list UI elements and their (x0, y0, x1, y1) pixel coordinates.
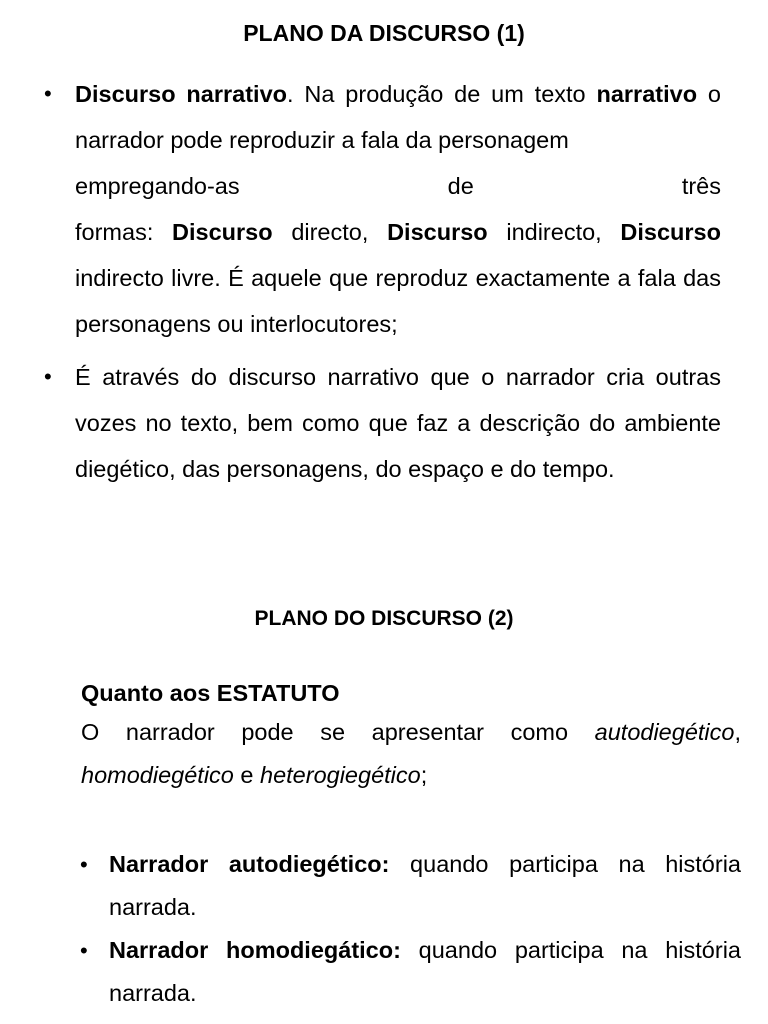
bullet-narrador-homodiegatico (109, 929, 741, 1015)
text-run: , (734, 719, 741, 745)
bullet-icon: • (44, 81, 52, 106)
italic-term: heterogiegético (260, 762, 421, 788)
bold-term: Discurso (387, 219, 488, 245)
bullet-discurso-narrativo (75, 71, 721, 347)
bold-term: Narrador autodiegético: (109, 851, 390, 877)
italic-term: homodiegético (81, 762, 234, 788)
text-run: o narrador pode reproduzir a fala da personagem (75, 81, 721, 153)
bold-term: Discurso (172, 219, 273, 245)
text-run: formas: (75, 219, 173, 245)
text-run: quando participa na história narrada. (109, 851, 741, 920)
text-run: e (233, 762, 260, 788)
bold-term: Narrador homodiegático: (109, 937, 401, 963)
text-run: O narrador pode se apresentar como (81, 719, 595, 745)
estatuto-heading: Quanto aos ESTATUTO (81, 680, 340, 706)
estatuto-block (81, 675, 741, 797)
bullet-icon: • (80, 938, 88, 963)
section2-title: PLANO DO DISCURSO (2) (254, 607, 514, 630)
text-run: . Na produção de um texto (287, 81, 597, 107)
text-run: ; (420, 762, 428, 788)
text-run: indirecto, (487, 219, 621, 245)
bullet-outras-vozes: É através do discurso narrativo que o narrador cria outras vozes no texto, bem como que faz a descrição do ambiente diegético, das personagens, do espaço e do tempo. (75, 364, 721, 482)
text-run: indirecto livre. É aquele que reproduz exactamente a fala das personagens ou interlocutores; (75, 265, 721, 337)
section1-title: PLANO DA DISCURSO (1) (243, 20, 525, 46)
text-run: quando participa na história narrada. (109, 937, 741, 1006)
bold-term: narrativo (596, 81, 698, 107)
bold-term: Discurso (620, 219, 721, 245)
bullet-narrador-autodiegetico (109, 843, 741, 929)
text-run: empregando-as de três (75, 173, 721, 199)
italic-term: autodiegético (594, 719, 735, 745)
estatuto-intro (81, 711, 741, 797)
bold-term: Discurso narrativo (75, 81, 287, 107)
text-run: directo, (272, 219, 388, 245)
bullet-icon: • (80, 852, 88, 877)
bullet-icon: • (44, 364, 52, 389)
